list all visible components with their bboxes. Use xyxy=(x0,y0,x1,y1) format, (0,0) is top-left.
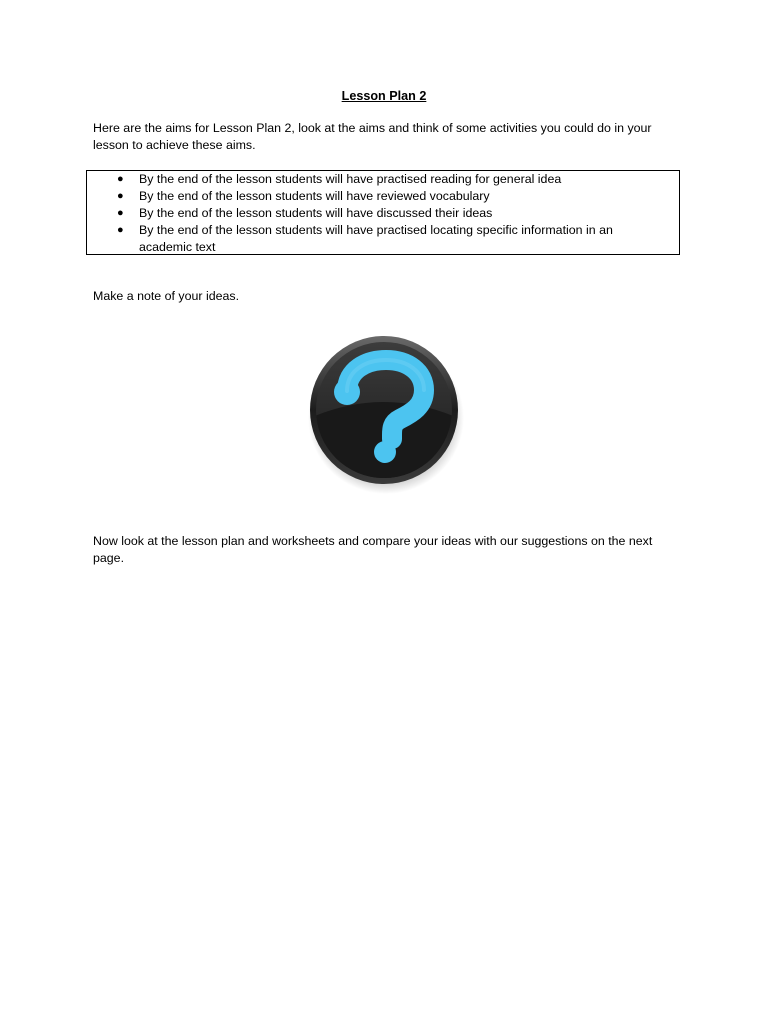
aim-item xyxy=(87,222,679,255)
aims-box xyxy=(86,170,680,255)
bullet-icon: ● xyxy=(117,223,124,236)
bullet-icon: ● xyxy=(117,189,124,202)
aim-text: By the end of the lesson students will have practised reading for general idea xyxy=(139,172,562,186)
compare-prompt: Now look at the lesson plan and worksheets and compare your ideas with our suggestions on the next page. xyxy=(93,534,653,565)
aims-list xyxy=(87,171,679,255)
aim-item xyxy=(87,171,679,188)
aim-item xyxy=(87,188,679,205)
aim-text: By the end of the lesson students will have discussed their ideas xyxy=(139,205,493,220)
question-mark-icon xyxy=(304,334,466,496)
note-prompt: Make a note of your ideas. xyxy=(93,289,240,303)
aim-item xyxy=(87,205,679,222)
document-title: Lesson Plan 2 xyxy=(341,89,427,103)
aim-text: By the end of the lesson students will have practised locating specific information in an academic text xyxy=(139,222,613,254)
aim-text: By the end of the lesson students will have reviewed vocabulary xyxy=(139,188,490,203)
bullet-icon: ● xyxy=(117,206,124,219)
bullet-icon: ● xyxy=(117,173,124,185)
intro-paragraph: Here are the aims for Lesson Plan 2, look at the aims and think of some activities you could do in your lesson to achieve these aims. xyxy=(93,121,652,152)
